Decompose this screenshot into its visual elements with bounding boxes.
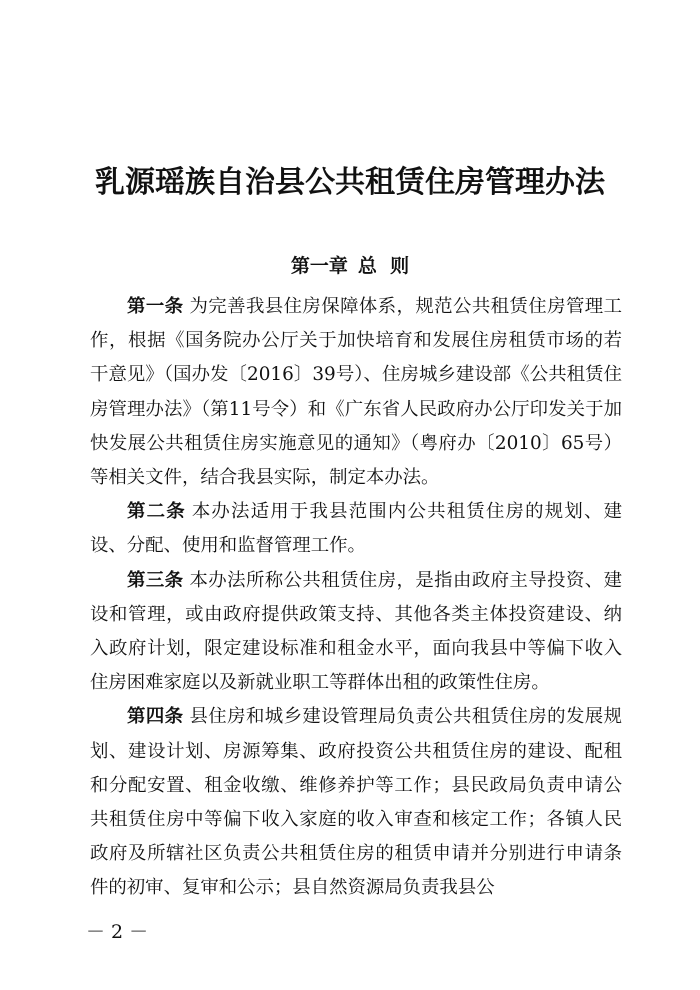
article-label: 第四条: [127, 706, 184, 728]
article-text: 本办法适用于我县范围内公共租赁住房的规划、建设、分配、使用和监督管理工作。: [90, 501, 622, 557]
article-text: 为完善我县住房保障体系，规范公共租赁住房管理工作，根据《国务院办公厅关于加快培育和发展住房租赁市场的若干意见》（国办发〔2016〕39号）、住房城乡建设部《公共租赁住房管理办法》（第11号令）和《广东省人民政府办公厅印发关于加快发展公共租赁住房实施意见的通知》（粤府办〔2010〕65号）等相关文件，结合我县实际，制定本办法。: [90, 296, 622, 489]
article-text: 县住房和城乡建设管理局负责公共租赁住房的发展规划、建设计划、房源筹集、政府投资公共租赁住房的建设、配租和分配安置、租金收缴、维修养护等工作；县民政局负责申请公共租赁住房中等偏下收入家庭的收入审查和核定工作；各镇人民政府及所辖社区负责公共租赁住房的租赁申请并分别进行申请条件的初审、复审和公示；县自然资源局负责我县公: [90, 706, 622, 899]
article-label: 第三条: [127, 569, 184, 591]
article-label: 第一条: [127, 296, 184, 317]
article-text: 本办法所称公共租赁住房，是指由政府主导投资、建设和管理，或由政府提供政策支持、其他各类主体投资建设、纳入政府计划，限定建设标准和租金水平，面向我县中等偏下收入住房困难家庭以及新就业职工等群体出租的政策性住房。: [90, 569, 622, 694]
article-label: 第二条: [127, 501, 186, 523]
chapter-heading: [0, 252, 700, 280]
article-1: [90, 290, 622, 495]
document-body: [90, 290, 622, 906]
article-2: [90, 495, 622, 563]
document-title: 乳源瑶族自治县公共租赁住房管理办法: [95, 165, 605, 201]
chapter-name: 总 则: [357, 255, 410, 277]
chapter-label: 第一章: [290, 255, 348, 277]
page-number: － 2 －: [86, 921, 149, 943]
article-3: [90, 564, 622, 701]
article-4: [90, 700, 622, 905]
